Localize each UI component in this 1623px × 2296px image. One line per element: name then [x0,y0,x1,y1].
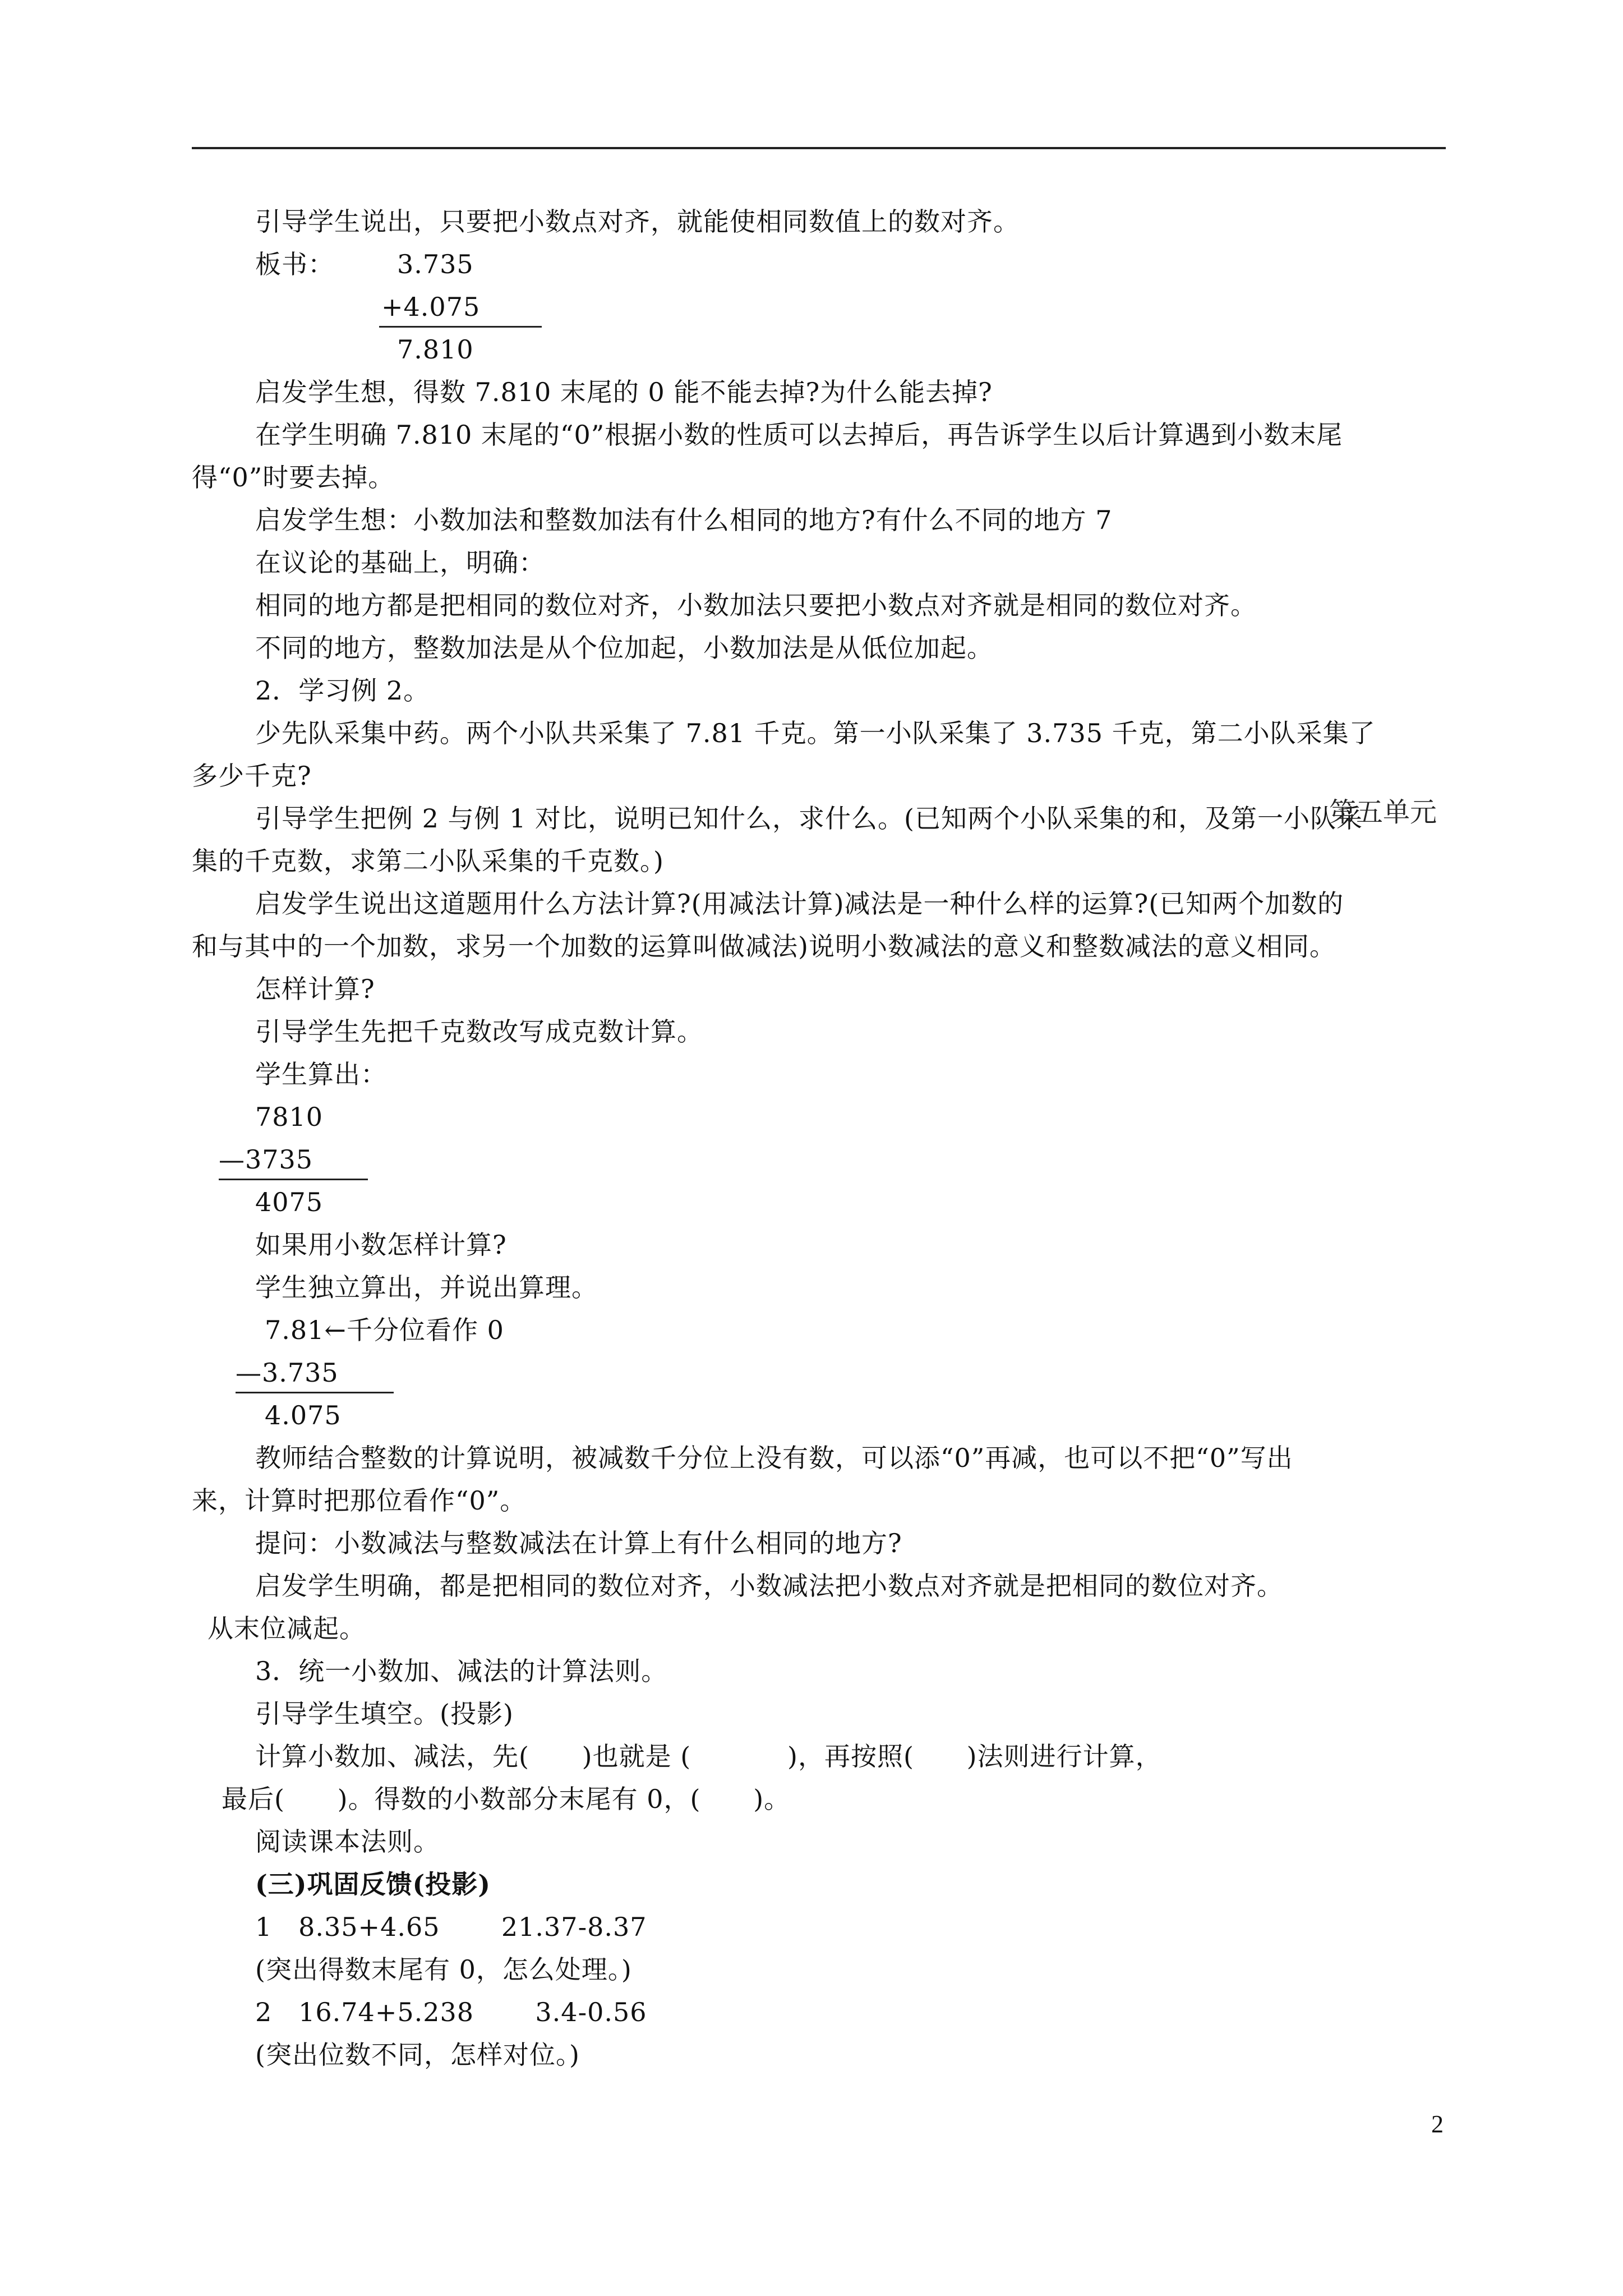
calc-line: +4.075 [381,292,481,322]
text-line: 教师结合整数的计算说明，被减数千分位上没有数，可以添“0”再减，也可以不把“0”写出 [255,1443,1293,1473]
text-line: 阅读课本法则。 [255,1826,440,1857]
text-line: 启发学生想，得数 7.810 末尾的 0 能不能去掉?为什么能去掉? [255,377,993,407]
exercise-line: 1 8.35+4.65 21.37-8.37 [255,1912,647,1942]
text-line: 相同的地方都是把相同的数位对齐，小数加法只要把小数点对齐就是相同的数位对齐。 [255,590,1257,620]
text-line: 启发学生明确，都是把相同的数位对齐，小数减法把小数点对齐就是把相同的数位对齐。 [255,1571,1283,1601]
text-line: 引导学生说出，只要把小数点对齐，就能使相同数值上的数对齐。 [255,206,1020,237]
text-line: 学生算出： [255,1059,387,1089]
calc-line: —3735 [219,1144,313,1175]
text-line: 计算小数加、减法，先( )也就是 ( )，再按照( )法则进行计算， [255,1741,1162,1772]
text-line: 不同的地方，整数加法是从个位加起，小数加法是从低位加起。 [255,633,993,663]
text-line: 引导学生先把千克数改写成克数计算。 [255,1016,703,1047]
calc-line: 7.810 [397,334,474,365]
section-heading: (三)巩固反馈(投影) [255,1869,491,1899]
text-line: 在议论的基础上，明确： [255,547,545,578]
text-line: 引导学生把例 2 与例 1 对比，说明已知什么，求什么。(已知两个小队采集的和，及第一小队采 [255,803,1363,834]
text-line: 提问：小数减法与整数减法在计算上有什么相同的地方? [255,1528,902,1558]
text-line: 板书： [255,249,334,279]
text-line: 学生独立算出，并说出算理。 [255,1272,598,1303]
header-rule [192,147,1446,149]
text-line: 2．学习例 2。 [255,675,430,706]
text-line: (突出位数不同，怎样对位。) [255,2040,580,2070]
text-line: 得“0”时要去掉。 [192,462,395,493]
text-line: 引导学生填空。(投影) [255,1699,514,1729]
header-overlap-text: 第五单元 [1329,797,1437,828]
calc-line: —3.735 [236,1358,339,1388]
text-line: 来，计算时把那位看作“0”。 [192,1485,527,1516]
calc-underline [219,1179,368,1180]
text-line: (突出得数末尾有 0，怎么处理。) [255,1954,632,1985]
text-line: 如果用小数怎样计算? [255,1230,507,1260]
text-line: 从末位减起。 [208,1613,366,1644]
text-line: 3．统一小数加、减法的计算法则。 [255,1656,668,1686]
text-line: 少先队采集中药。两个小队共采集了 7.81 千克。第一小队采集了 3.735 千克，第二小队采集了 [255,718,1376,748]
text-line: 多少千克? [192,761,312,791]
text-line: 怎样计算? [255,974,375,1004]
text-line: 在学生明确 7.810 末尾的“0”根据小数的性质可以去掉后，再告诉学生以后计算遇到小数末尾 [255,420,1343,450]
calc-underline [379,326,542,328]
text-line: 和与其中的一个加数，求另一个加数的运算叫做减法)说明小数减法的意义和整数减法的意义相同。 [192,931,1336,961]
page-number: 2 [1431,2110,1444,2138]
exercise-line: 2 16.74+5.238 3.4-0.56 [255,1997,647,2027]
text-line: 启发学生想：小数加法和整数加法有什么相同的地方?有什么不同的地方 7 [255,505,1113,535]
text-line: 启发学生说出这道题用什么方法计算?(用减法计算)减法是一种什么样的运算?(已知两个加数的 [255,889,1344,919]
calc-line: 4.075 [265,1400,342,1430]
calc-line: 4075 [255,1187,324,1217]
text-line: 最后( )。得数的小数部分末尾有 0，( )。 [222,1784,791,1814]
calc-underline [236,1392,394,1393]
calc-line: 3.735 [397,249,474,279]
calc-line: 7.81←千分位看作 0 [265,1315,504,1345]
calc-line: 7810 [255,1102,324,1132]
text-line: 集的千克数，求第二小队采集的千克数。) [192,846,664,876]
